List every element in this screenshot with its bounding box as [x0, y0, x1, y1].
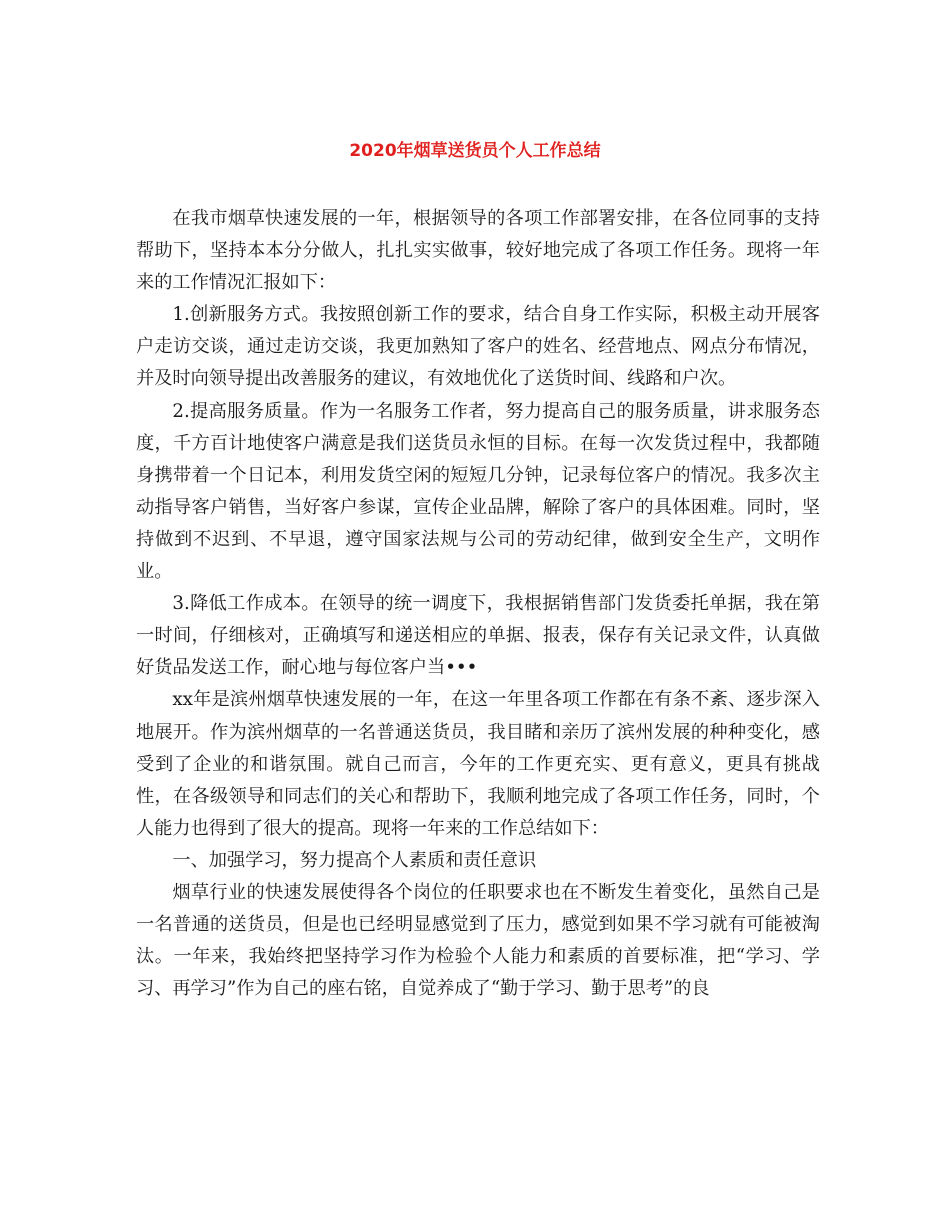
section-heading-study: 一、加强学习，努力提高个人素质和责任意识: [172, 849, 537, 871]
paragraph-reduce-cost: 3.降低工作成本。在领导的统一调度下，我根据销售部门发货委托单据，我在第一时间，仔细核对，正确填写和递送相应的单据、报表，保存有关记录文件，认真做好货品发送工作，耐心地与每位客户当•••: [136, 593, 820, 679]
paragraph-year-summary: xx年是滨州烟草快速发展的一年，在这一年里各项工作都在有条不紊、逐步深入地展开。作为滨州烟草的一名普通送货员，我目睹和亲历了滨州发展的种种变化，感受到了企业的和谐氛围。就自己而言，今年的工作更充实、更有意义，更具有挑战性，在各级领导和同志们的关心和帮助下，我顺利地完成了各项工作任务，同时，个人能力也得到了很大的提高。现将一年来的工作总结如下：: [136, 689, 820, 839]
paragraph-service-quality: 2.提高服务质量。作为一名服务工作者，努力提高自己的服务质量，讲求服务态度，千方百计地使客户满意是我们送货员永恒的目标。在每一次发货过程中，我都随身携带着一个日记本，利用发货空闲的短短几分钟，记录每位客户的情况。我多次主动指导客户销售，当好客户参谋，宣传企业品牌，解除了客户的具体困难。同时，坚持做到不迟到、不早退，遵守国家法规与公司的劳动纪律，做到安全生产，文明作业。: [136, 400, 820, 583]
paragraph-innovate-service: 1.创新服务方式。我按照创新工作的要求，结合自身工作实际，积极主动开展客户走访交谈，通过走访交谈，我更加熟知了客户的姓名、经营地点、网点分布情况，并及时向领导提出改善服务的建议，有效地优化了送货时间、线路和户次。: [136, 304, 820, 390]
document-body: [136, 203, 820, 1005]
paragraph-study: 烟草行业的快速发展使得各个岗位的任职要求也在不断发生着变化，虽然自己是一名普通的送货员，但是也已经明显感觉到了压力，感觉到如果不学习就有可能被淘汰。一年来，我始终把坚持学习作为检验个人能力和素质的首要标准，把“学习、学习、再学习”作为自己的座右铭，自觉养成了“勤于学习、勤于思考”的良: [136, 881, 820, 1000]
document-title: 2020年烟草送货员个人工作总结: [349, 141, 601, 161]
paragraph-intro: 在我市烟草快速发展的一年，根据领导的各项工作部署安排，在各位同事的支持帮助下，坚持本本分分做人，扎扎实实做事，较好地完成了各项工作任务。现将一年来的工作情况汇报如下：: [136, 208, 820, 294]
